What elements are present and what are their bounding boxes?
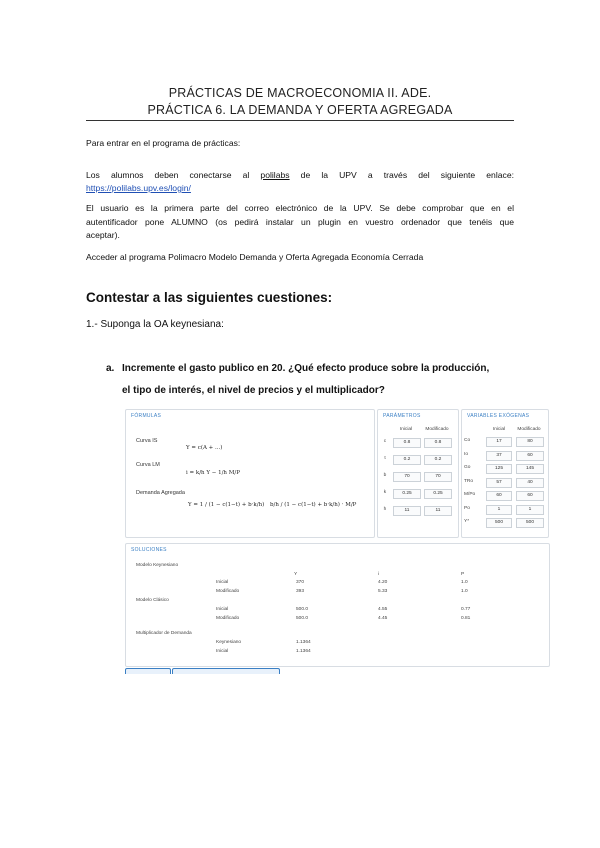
intro-p1-text-b: de la UPV a través del siguiente enlace:	[300, 170, 514, 180]
keynes-modified-p: 1.0	[461, 589, 468, 594]
exog-initial-input[interactable]: 500	[486, 518, 512, 528]
keynesian-model-label: Modelo Keynesiano	[136, 563, 179, 568]
exog-modified-input[interactable]: 500	[516, 518, 544, 528]
exog-initial-input[interactable]: 57	[486, 478, 512, 488]
solutions-col-p: P	[461, 572, 465, 577]
demand-multiplier-label: Multiplicador de Demanda	[136, 631, 192, 636]
params-col-initial: Inicial	[399, 427, 413, 432]
classic-modified-y: 500.0	[296, 616, 309, 621]
param-name: c	[383, 439, 387, 444]
formulas-title: FÓRMULAS	[131, 413, 162, 419]
polilabs-url-link[interactable]: https://polilabs.upv.es/login/	[86, 183, 191, 193]
exog-name: Co	[464, 438, 471, 443]
classic-initial-i: 4.55	[378, 607, 388, 612]
mult-initial-label: Inicial	[216, 649, 229, 654]
mult-keynesian-label: Keynesiano	[216, 640, 242, 645]
exog-name: Y*	[464, 519, 470, 524]
lm-curve-equation: i = k/h Y − 1/h M/P	[186, 470, 240, 476]
param-initial-input[interactable]: 0.25	[393, 489, 421, 499]
param-initial-input[interactable]: 0.8	[393, 438, 421, 448]
question-a-marker: a.	[106, 363, 115, 374]
params-col-modified: Modificado	[425, 427, 449, 432]
solutions-col-i: i	[378, 572, 380, 577]
intro-p2-line3: aceptar).	[86, 230, 120, 240]
intro-p2-line1: El usuario es la primera parte del correo electrónico de la UPV. Se debe comprobar que en el	[86, 203, 514, 213]
classic-modified-p: 0.81	[461, 616, 471, 621]
intro-paragraph-3: Acceder al programa Polimacro Modelo Demanda y Oferta Agregada Economía Cerrada	[86, 252, 424, 262]
bottom-tab-button-1[interactable]	[125, 668, 171, 674]
param-name: b	[383, 473, 387, 478]
classic-model-label: Modelo Clásico	[136, 598, 169, 603]
param-modified-input[interactable]: 11	[424, 506, 452, 516]
param-modified-input[interactable]: 0.8	[424, 438, 452, 448]
exog-modified-input[interactable]: 60	[516, 451, 544, 461]
param-initial-input[interactable]: 70	[393, 472, 421, 482]
intro-p1-text-a: Los alumnos deben conectarse al	[86, 170, 250, 180]
formulas-panel	[125, 409, 375, 538]
keynes-modified-label: Modificado	[216, 589, 240, 594]
keynes-initial-p: 1.0	[461, 580, 468, 585]
param-name: h	[383, 507, 387, 512]
param-modified-input[interactable]: 70	[424, 472, 452, 482]
exog-modified-input[interactable]: 1	[516, 505, 544, 515]
bottom-tab-button-2[interactable]	[172, 668, 280, 674]
keynes-initial-i: 4.20	[378, 580, 388, 585]
classic-initial-y: 500.0	[296, 607, 309, 612]
intro-heading: Para entrar en el programa de prácticas:	[86, 138, 241, 148]
classic-initial-label: Inicial	[216, 607, 229, 612]
exog-name: Go	[464, 465, 471, 470]
mult-keynesian-value: 1.1364	[296, 640, 311, 645]
exog-initial-input[interactable]: 1	[486, 505, 512, 515]
keynes-initial-label: Inicial	[216, 580, 229, 585]
solutions-title: SOLUCIONES	[131, 547, 167, 553]
document-title-line2: PRÁCTICA 6. LA DEMANDA Y OFERTA AGREGADA	[147, 103, 453, 117]
exog-name: M/Po	[464, 492, 476, 497]
question-a-text1: Incremente el gasto publico en 20. ¿Qué efecto produce sobre la producción,	[122, 363, 490, 374]
solutions-col-y: Y	[294, 572, 298, 577]
polilabs-link[interactable]: polilabs	[260, 170, 290, 180]
classic-modified-label: Modificado	[216, 616, 240, 621]
exog-name: TRo	[464, 478, 474, 484]
aggregate-demand-equation-1: Y = 1 / (1 − c(1−t) + b·k/h)	[188, 502, 265, 508]
parameters-title: PARÁMETROS	[383, 413, 421, 419]
exog-modified-input[interactable]: 40	[516, 478, 544, 488]
intro-paragraph-1	[86, 169, 514, 183]
exog-modified-input[interactable]: 60	[516, 491, 544, 501]
keynes-initial-y: 370	[296, 580, 305, 585]
classic-initial-p: 0.77	[461, 607, 471, 612]
exog-modified-input[interactable]: 145	[516, 464, 544, 474]
document-title-line1: PRÁCTICAS DE MACROECONOMIA II. ADE.	[168, 86, 432, 100]
param-modified-input[interactable]: 0.2	[424, 455, 452, 465]
aggregate-demand-equation-2: b/h / (1 − c(1−t) + b·k/h) · M/P	[270, 502, 357, 508]
param-name: k	[383, 490, 387, 495]
exogenous-panel	[461, 409, 549, 538]
exog-initial-input[interactable]: 60	[486, 491, 512, 501]
param-initial-input[interactable]: 0.2	[393, 455, 421, 465]
keynes-modified-y: 393	[296, 589, 305, 594]
exog-modified-input[interactable]: 80	[516, 437, 544, 447]
parameters-panel	[377, 409, 459, 538]
is-curve-equation: Y = c(A + ...)	[186, 445, 223, 451]
param-initial-input[interactable]: 11	[393, 506, 421, 516]
exog-col-modified: Modificado	[517, 427, 541, 432]
is-curve-label: Curva IS	[136, 438, 158, 444]
keynes-modified-i: 5.33	[378, 589, 388, 594]
lm-curve-label: Curva LM	[136, 462, 160, 468]
section-title: Contestar a las siguientes cuestiones:	[86, 290, 333, 305]
exog-initial-input[interactable]: 37	[486, 451, 512, 461]
solutions-panel	[125, 543, 550, 667]
intro-p2-line2: autentificador pone ALUMNO (os pedirá instalar un plugin en vuestro ordenador que tenéis que	[86, 217, 514, 227]
param-name: t	[384, 456, 386, 461]
classic-modified-i: 4.45	[378, 616, 388, 621]
question-a-line2: el tipo de interés, el nivel de precios y el multiplicador?	[122, 385, 385, 396]
exog-initial-input[interactable]: 17	[486, 437, 512, 447]
exog-name: Po	[464, 505, 470, 511]
title-underline	[86, 120, 514, 121]
param-modified-input[interactable]: 0.25	[424, 489, 452, 499]
mult-initial-value: 1.1364	[296, 649, 311, 654]
aggregate-demand-label: Demanda Agregada	[136, 490, 185, 496]
exog-initial-input[interactable]: 125	[486, 464, 512, 474]
exogenous-title: VARIABLES EXÓGENAS	[467, 413, 530, 419]
exog-col-initial: Inicial	[492, 427, 506, 432]
exog-name: Io	[464, 451, 469, 457]
question-1: 1.- Suponga la OA keynesiana:	[86, 319, 224, 330]
question-a-line1	[106, 363, 489, 374]
